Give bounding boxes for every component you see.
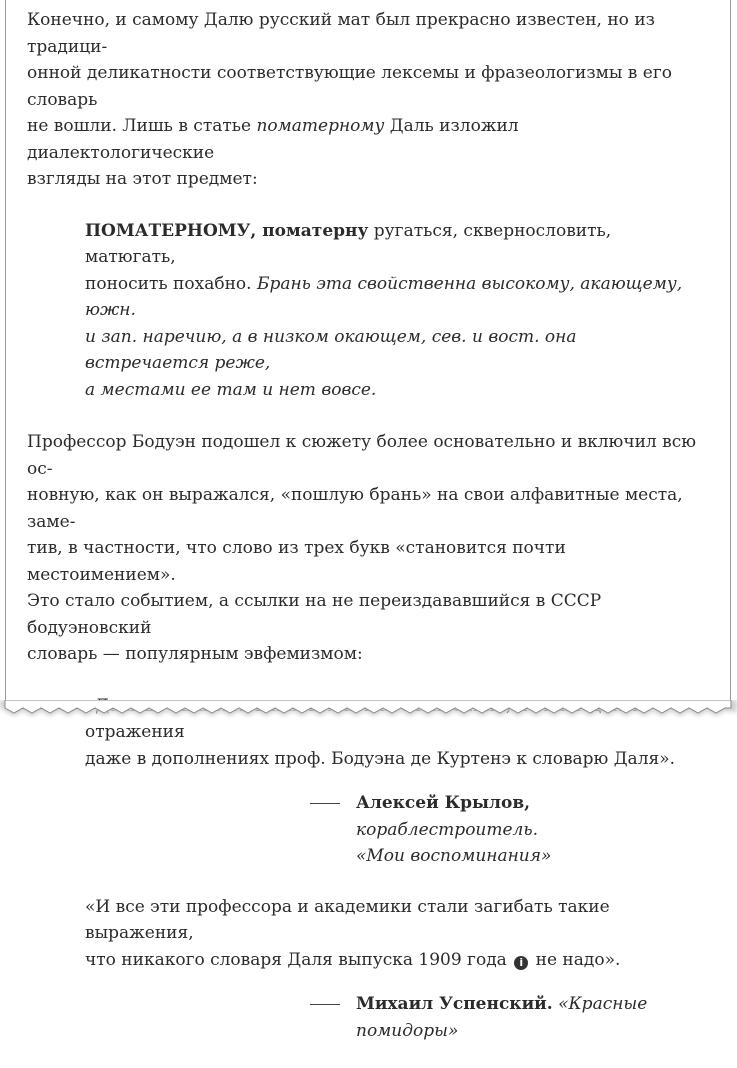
- attribution-uspensky: Михаил Успенский. «Красные помидоры»: [311, 991, 691, 1044]
- page-right-border: [730, 0, 731, 708]
- torn-page-edge: [0, 700, 737, 734]
- quote-krylov: отражения даже в дополнениях проф. Бодуэна де Куртенэ к словарю Даля».: [85, 722, 676, 769]
- italic-term: поматерному: [256, 116, 385, 136]
- author-name: Алексей Крылов,: [356, 793, 531, 813]
- author-name: Михаил Успенский.: [356, 994, 553, 1014]
- quote-uspensky: «И все эти профессора и академики стали загибать такие выражения, что никакого словаря Даля выпуска 1909 года i не надо».: [85, 896, 621, 970]
- dictionary-headword: ПОМАТЕРНОМУ, поматерну: [85, 220, 369, 241]
- source-title: помидоры»: [356, 1020, 459, 1041]
- attribution-dash: [310, 803, 340, 804]
- attribution-dash: [310, 1004, 340, 1005]
- paragraph-baudouin: Профессор Бодуэн подошел к сюжету более основательно и включил всю ос- новную, как он выражался, «пошлую брань» на свои алфавитные места, заме- тив, в частности, что слово из трех букв «становится почти местоимением». Это стало событием, а ссылки на не переиздававшийся в СССР бодуэновский словарь — популярным эвфемизмом:: [27, 432, 697, 664]
- page-left-border: [5, 0, 6, 708]
- dictionary-entry: ПОМАТЕРНОМУ, поматерну ругаться, сквернословить, матюгать, поносить похабно. Брань эта свойственна высокому, акающему, южн. и зап. наречию, а в низком окающем, сев. и вост. она встречается реже, а местами ее там и нет вовсе.: [85, 220, 683, 400]
- attribution-krylov: Алексей Крылов, кораблестроитель. «Мои воспоминания»: [311, 790, 691, 870]
- paragraph-intro: Конечно, и самому Далю русский мат был прекрасно известен, но из традици- онной деликатности соответствующие лексемы и фразеологизмы в его словарь не вошли. Лишь в статье поматерному Даль изложил диалектологические взгляды на этот предмет:: [27, 10, 672, 189]
- source-title: «Мои воспоминания»: [356, 846, 552, 866]
- article-content: [27, 7, 707, 1068]
- info-icon[interactable]: i: [514, 956, 528, 970]
